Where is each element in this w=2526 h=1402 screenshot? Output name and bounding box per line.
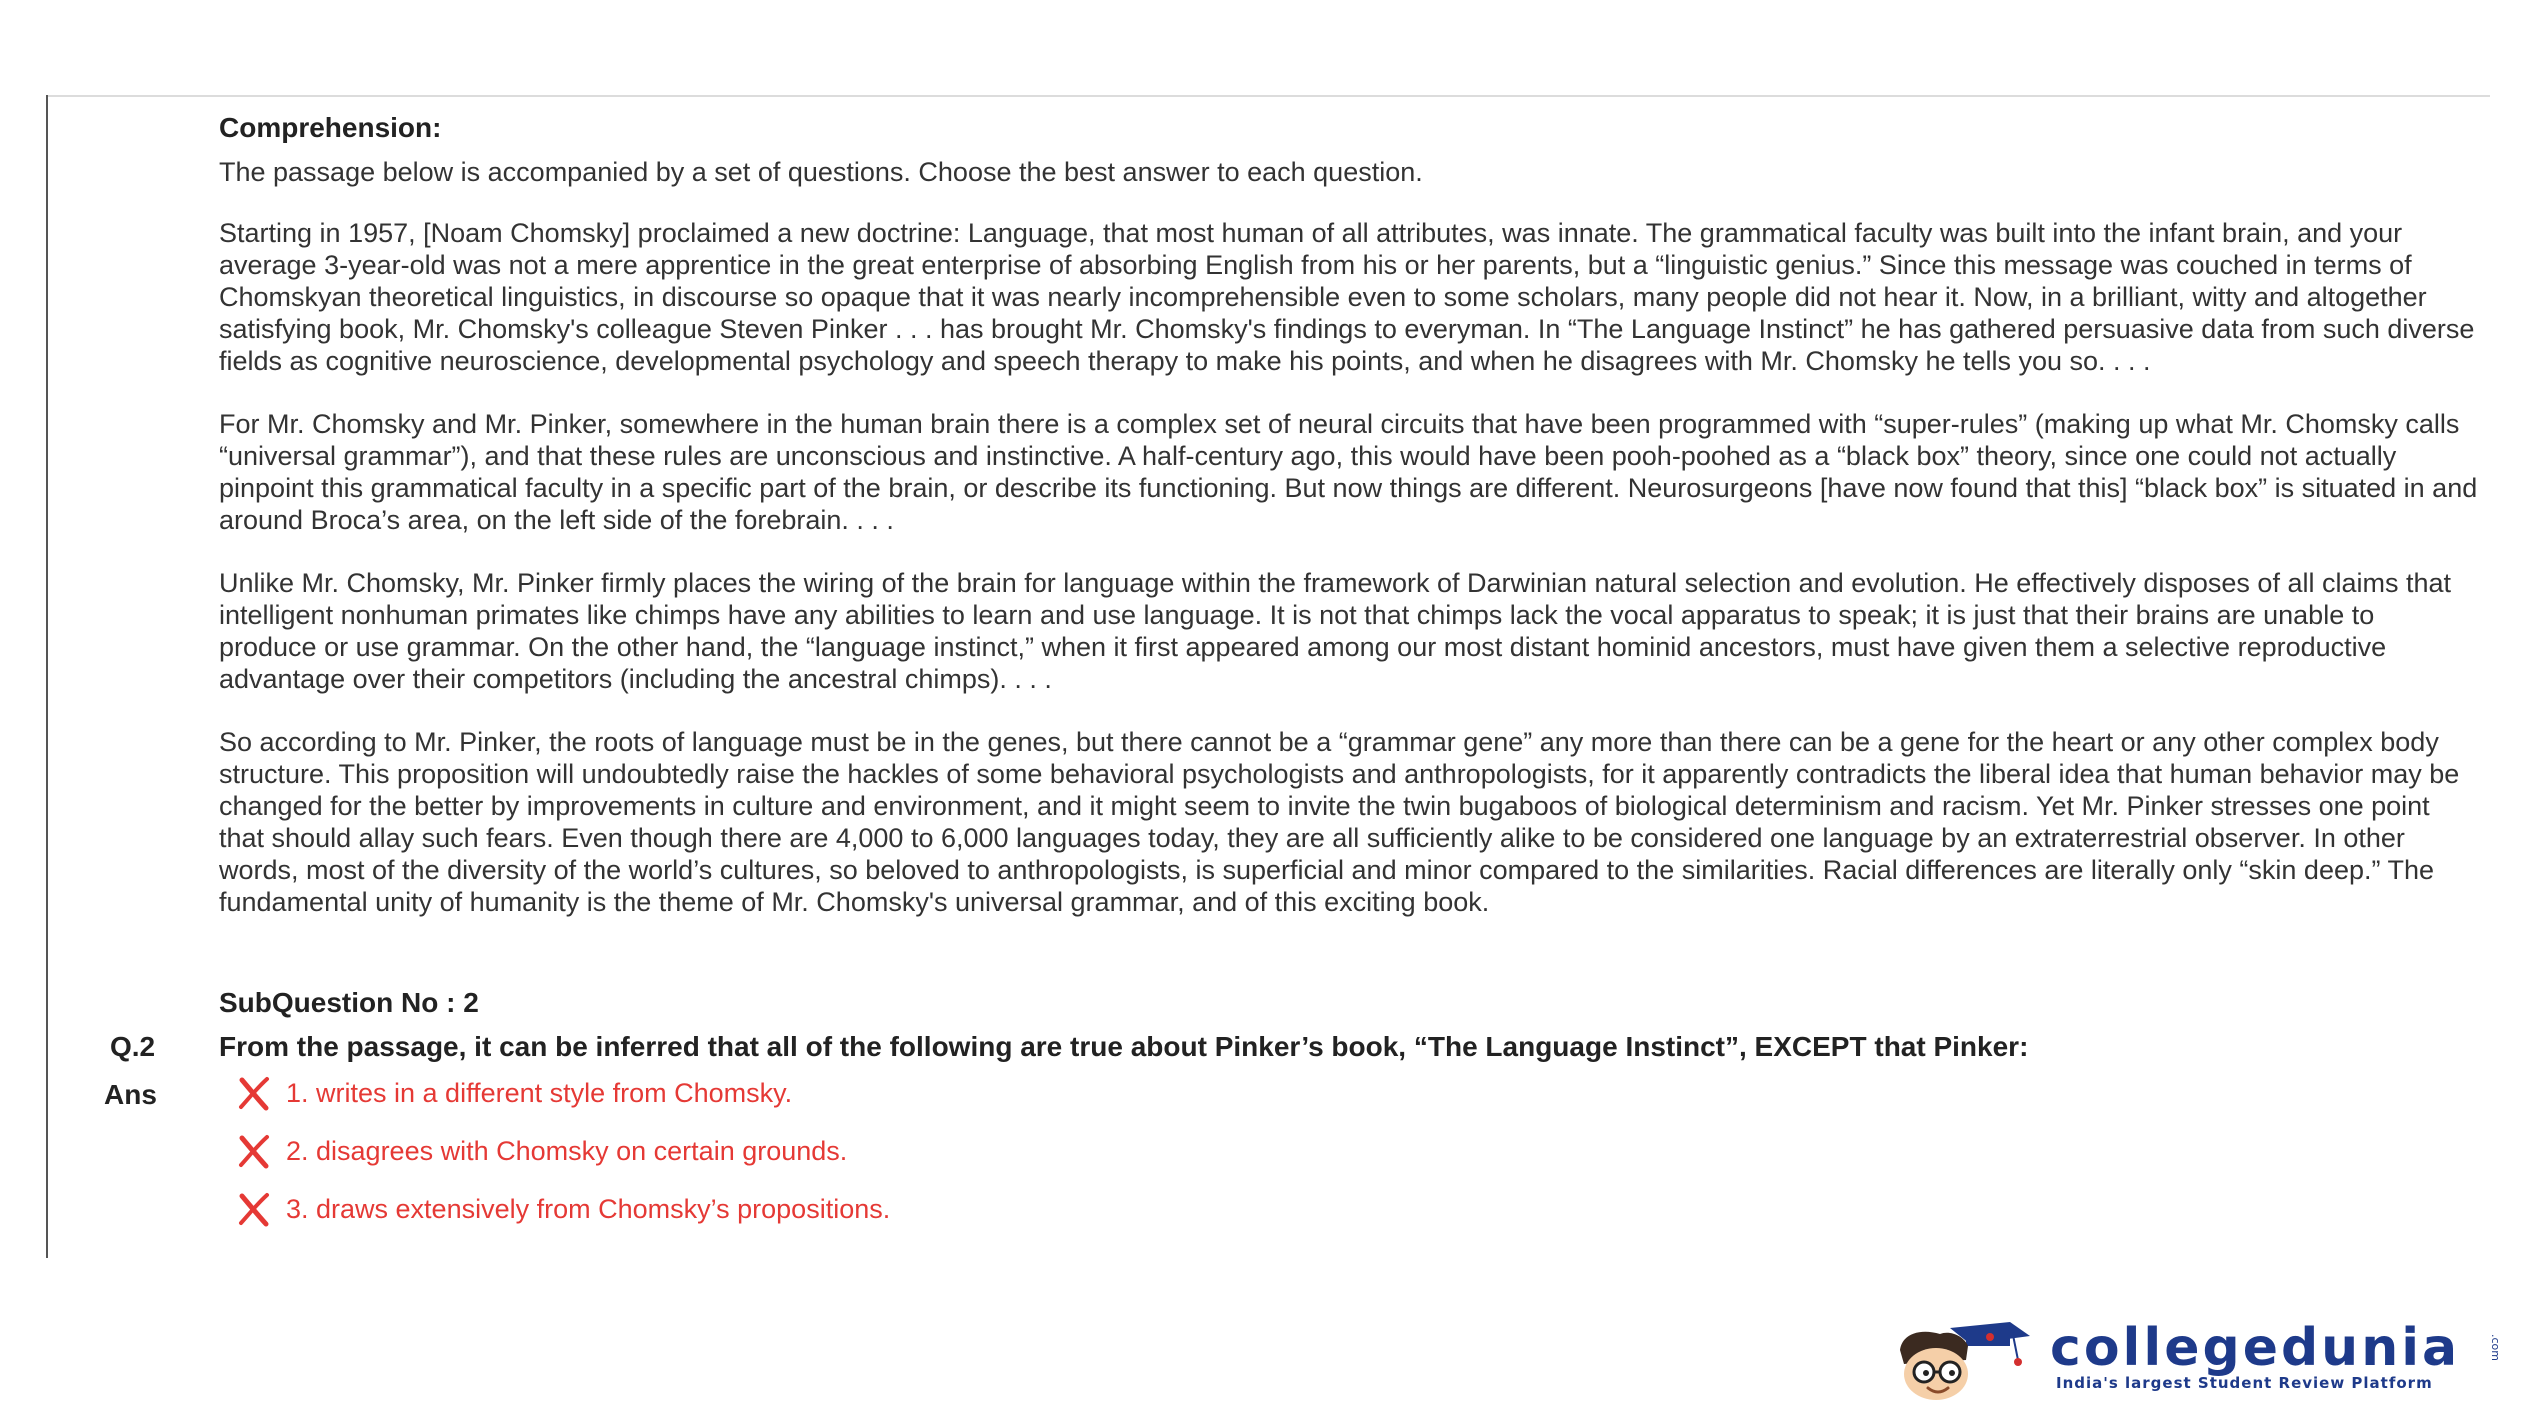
option-2[interactable] xyxy=(236,1131,890,1171)
logo-wordmark: collegedunia xyxy=(2050,1318,2461,1378)
passage-paragraph-1: Starting in 1957, [Noam Chomsky] proclaimed a new doctrine: Language, that most human of all attributes, was innate. The grammatical faculty was built into the infant brain, and your average 3-year-old was not a mere apprentice in the great enterprise of absorbing English from his or her parents, but a “linguistic genius.” Since this message was couched in terms of Chomskyan theoretical linguistics, in discourse so opaque that it was nearly incomprehensible even to some scholars, many people did not hear it. Now, in a brilliant, witty and altogether satisfying book, Mr. Chomsky's colleague Steven Pinker . . . has brought Mr. Chomsky's findings to everyman. In “The Language Instinct” he has gathered persuasive data from such diverse fields as cognitive neuroscience, developmental psychology and speech therapy to make his points, and when he disagrees with Mr. Chomsky he tells you so. . . . xyxy=(219,218,2475,376)
option-1[interactable] xyxy=(236,1073,890,1113)
answer-label: Ans xyxy=(104,1079,157,1110)
option-2-text: 2. disagrees with Chomsky on certain grounds. xyxy=(286,1136,848,1166)
passage-paragraph-2: For Mr. Chomsky and Mr. Pinker, somewhere in the human brain there is a complex set of neural circuits that have been programmed with “super-rules” (making up what Mr. Chomsky calls “universal grammar”), and that these rules are unconscious and instinctive. A half-century ago, this would have been pooh-poohed as a “black box” theory, since one could not actually pinpoint this grammatical faculty in a specific part of the brain, or describe its functioning. But now things are different. Neurosurgeons [have now found that this] “black box” is situated in and around Broca’s area, on the left side of the forebrain. . . . xyxy=(219,409,2478,535)
option-1-text: 1. writes in a different style from Chomsky. xyxy=(286,1078,793,1108)
question-text: From the passage, it can be inferred that all of the following are true about Pinker’s book, “The Language Instinct”, EXCEPT that Pinker: xyxy=(219,1031,2029,1062)
logo-tagline: India's largest Student Review Platform xyxy=(2056,1374,2433,1392)
passage-paragraph-4: So according to Mr. Pinker, the roots of language must be in the genes, but there cannot be a “grammar gene” any more than there can be a gene for the heart or any other complex body structure. This proposition will undoubtedly raise the hackles of some behavioral psychologists and anthropologists, for it apparently contradicts the liberal idea that human behavior may be changed for the better by improvements in culture and environment, and it might seem to invite the twin bugaboos of biological determinism and racism. Yet Mr. Pinker stresses one point that should allay such fears. Even though there are 4,000 to 6,000 languages today, they are all sufficiently alike to be considered one language by an extraterrestrial observer. In other words, most of the diversity of the world’s cultures, so beloved to anthropologists, is superficial and minor compared to the similarities. Racial differences are literally only “skin deep.” The fundamental unity of humanity is the theme of Mr. Chomsky's universal grammar, and of this exciting book. xyxy=(219,727,2460,917)
answer-options xyxy=(236,1073,890,1247)
option-3-text: 3. draws extensively from Chomsky’s propositions. xyxy=(286,1194,891,1224)
subquestion-label: SubQuestion No : 2 xyxy=(219,987,479,1018)
cross-icon xyxy=(236,1191,272,1227)
logo-suffix: .com xyxy=(2489,1334,2502,1361)
cross-icon xyxy=(236,1075,272,1111)
comprehension-section xyxy=(219,108,2479,949)
passage-paragraph-3: Unlike Mr. Chomsky, Mr. Pinker firmly places the wiring of the brain for language within the framework of Darwinian natural selection and evolution. He effectively disposes of all claims that intelligent nonhuman primates like chimps have any abilities to learn and use language. It is not that chimps lack the vocal apparatus to speak; it is just that their brains are unable to produce or use grammar. On the other hand, the “language instinct,” when it first appeared among our most distant hominid ancestors, must have given them a selective reproductive advantage over their competitors (including the ancestral chimps). . . . xyxy=(219,568,2452,694)
frame-top-divider xyxy=(46,95,2490,97)
cross-icon xyxy=(236,1133,272,1169)
question-number: Q.2 xyxy=(110,1031,156,1062)
collegedunia-logo[interactable] xyxy=(1880,1320,2520,1402)
comprehension-label: Comprehension: xyxy=(219,112,442,143)
mascot-icon xyxy=(1880,1320,2050,1402)
instruction-text: The passage below is accompanied by a set of questions. Choose the best answer to each question. xyxy=(219,157,1423,187)
option-3[interactable] xyxy=(236,1189,890,1229)
frame-left-border xyxy=(46,95,48,1258)
